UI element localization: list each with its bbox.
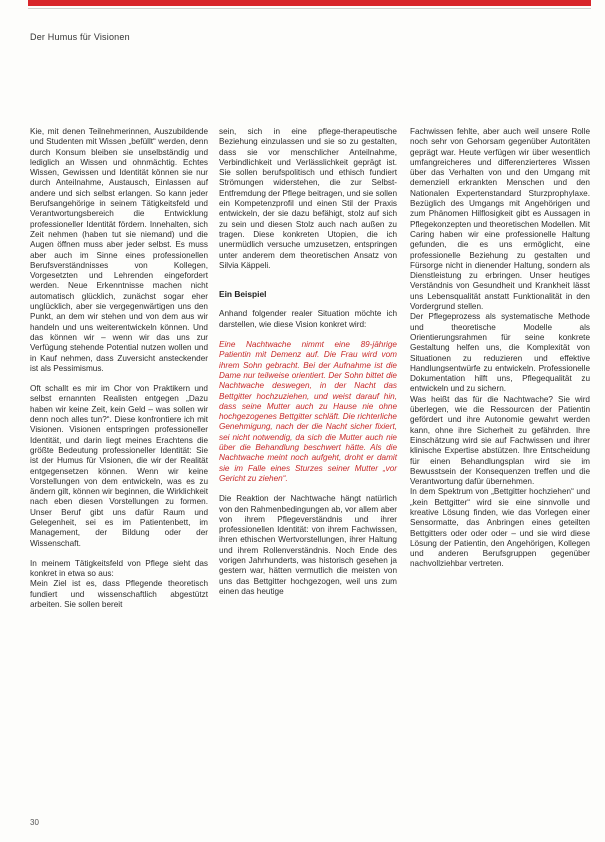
paragraph: Die Reaktion der Nachtwache hängt natürlich von den Rahmenbedingungen ab, vor allem aber von ihrem Pflegeverständnis und ihrer professionellen Identität: von ihrem Fachwissen, ihren ethischen Wertvorstellungen, ihrer Haltung und ihrem Rollenverständnis. Noch Ende des vorigen Jahrhunderts, was historisch gesehen ja gestern war, hätten vermutlich die meisten von uns das Bettgitter hochgezogen, weil uns zum einen das heutige bbox=[219, 494, 397, 596]
text-column-1 bbox=[30, 127, 208, 620]
paragraph: sein, sich in eine pflege-therapeutische Beziehung einzulassen und sie so zu gestalten, dass sie vor menschlicher Anteilnahme, Verbindlichkeit und Verlässlichkeit geprägt ist. Sie sollen berufspolitisch und ethisch fundiert Strömungen widerstehen, die zur Selbst-Entfremdung der Pflege beitragen, und sie sollen ein Kompetenzprofil und einen Stil der Praxis entwickeln, der sie dazu befähigt, stolz auf sich zu sein und diesen Stolz auch nach außen zu tragen. Diese konkreten Utopien, die ich unermüdlich versuche umzusetzen, entspringen unter anderem dem theoretischen Ansatz von Silvia Käppeli. bbox=[219, 127, 397, 270]
running-head: Der Humus für Visionen bbox=[30, 32, 130, 42]
paragraph: Fachwissen fehlte, aber auch weil unsere Rolle noch sehr von Gehorsam gegenüber Autoritäten geprägt war. Heute verfügen wir über wesentlich umfangreicheres und differenzierteres Wissen über das Verhalten von und den Umgang mit demenziell erkrankten Menschen und den Nationalen Expertenstandard Sturzprophylaxe. Bezüglich des Umgangs mit Angehörigen und zum Phänomen Hilflosigkeit gibt es Aussagen in Pflegekonzepten und theoretischen Modellen. Mit Caring haben wir eine professionelle Haltung gefunden, die es uns ermöglicht, eine professionelle Beziehung zu gestalten und Fürsorge nicht in dienender Haltung, sondern als Dienstleistung zu erbringen. Unser heutiges Verständnis von Gesundheit und Krankheit lässt uns Lebensqualität anstatt Funktionalität in den Vordergrund stellen. bbox=[410, 127, 590, 312]
text-column-2 bbox=[219, 127, 397, 607]
paragraph: Oft schallt es mir im Chor von Praktikern und selbst ernannten Realisten entgegen „Dazu haben wir keine Zeit, kein Geld – was sollen wir denn noch alles tun?“. Diese konfrontiere ich mit Visionen. Visionen entspringen professioneller Identität, und darin liegt meines Erachtens die größte Bedeutung professioneller Identität: Sie ist der Humus für Visionen, die wir der Realität entgegensetzen können. Wenn wir keine Vorstellungen von dem entwickeln, was es zu ändern gilt, können wir beginnen, die Wirklichkeit nach eben diesen Vorstellungen zu formen. Unser Beruf gibt uns dafür Raum und Gelegenheit, sei es im Patientenbett, im Management, der Bildung oder der Wissenschaft. bbox=[30, 384, 208, 548]
case-quote: Eine Nachtwache nimmt eine 89-jährige Patientin mit Demenz auf. Die Frau wird vom ihrem Sohn gebracht. Bei der Aufnahme ist die Dame nur teilweise orientiert. Der Sohn bittet die Nachtwache deswegen, in der Nacht das Bettgitter hochzuziehen, und weist darauf hin, dass seine Mutter auch zu Hause nie ohne hochgezogenes Bettgitter schläft. Die richterliche Genehmigung, nach der die Nacht sicher fixiert, sei nicht notwendig, da sich die Mutter auch nie über die Behandlung beschwert hätte. Als die Nachtwache meint noch aufgeht, droht er damit sie im Falle eines Sturzes seiner Mutter „vor Gericht zu ziehen“. bbox=[219, 340, 397, 483]
paragraph: Kie, mit denen Teilnehmerinnen, Auszubildende und Studenten mit Wissen „befüllt“ werden, denn durch Konsum bleiben sie unselbständig und lediglich an Wissen und ohnmächtig. Echtes Wissen, Gewissen und Identität können sie nur durch Anteilnahme, Austausch, Einlassen auf andere und sich selbst erlangen. So kann jeder Berufsangehörige in seinem Tätigkeitsfeld und Verantwortungsbereich die Entwicklung professioneller Identität fördern. Innehalten, sich Zeit nehmen (haben tut sie niemand) und die Augen öffnen muss aber jeder selbst. Es muss aber auch im Sinne eines professionellen Berufsverständnisses von Kollegen, Vorgesetzten und Lehrenden eingefordert werden. Neue Erkenntnisse machen nicht automatisch glücklich, zunächst sogar eher unglücklich, aber sie vergegenwärtigen uns den Punkt, an dem wir stehen und von dem aus wir handeln und uns weiterentwickeln können. Und das können wir – wenn wir das uns zur Verfügung stehende Potential nutzen wollen und in Kauf nehmen, dass Zuversicht ansteckender ist als Pessimismus. bbox=[30, 127, 208, 373]
paragraph: In dem Spektrum von „Bettgitter hochziehen“ und „kein Bettgitter“ wird sie eine sinnvolle und kreative Lösung finden, wie das Vorlegen einer Sensormatte, das Anbringen eines geteilten Bettgitters oder oder oder – und sie wird diese Lösung der Patientin, den Angehörigen, Kollegen und anderen Berufsgruppen gegenüber nachvollziehbar vertreten. bbox=[410, 487, 590, 569]
paragraph: Der Pflegeprozess als systematische Methode und theoretische Modelle als Orientierungsrahmen für seine konkrete Gestaltung helfen uns, die Komplexität von Situationen zu reduzieren und effektive Handlungsentwürfe zu entwickeln. Professionelle Dokumentation hilft uns, Pflegequalität zu entwickeln und zu sichern. bbox=[410, 312, 590, 394]
top-accent-bar bbox=[28, 0, 591, 6]
section-heading: Ein Beispiel bbox=[219, 289, 267, 300]
paragraph: In meinem Tätigkeitsfeld von Pflege sieht das konkret in etwa so aus: bbox=[30, 558, 208, 579]
paragraph: Mein Ziel ist es, dass Pflegende theoretisch fundiert und wissenschaftlich abgestützt arbeiten. Sie sollen bereit bbox=[30, 579, 208, 610]
page-number: 30 bbox=[30, 818, 39, 827]
text-column-3 bbox=[410, 127, 590, 580]
header-rule bbox=[28, 8, 591, 9]
paragraph: Anhand folgender realer Situation möchte ich darstellen, wie diese Vision konkret wird: bbox=[219, 309, 397, 329]
paragraph: Was heißt das für die Nachtwache? Sie wird überlegen, wie die Ressourcen der Patientin gefördert und ihre Autonomie gewahrt werden kann, ohne ihre Sicherheit zu gefährden. Ihre Einschätzung wird sie auf Fachwissen und ihrer klinische Expertise abstützen. Ihre Entscheidung für einen Behandlungsplan wird sie im Bewusstsein der Konsequenzen treffen und die Verantwortung dafür übernehmen. bbox=[410, 394, 590, 487]
